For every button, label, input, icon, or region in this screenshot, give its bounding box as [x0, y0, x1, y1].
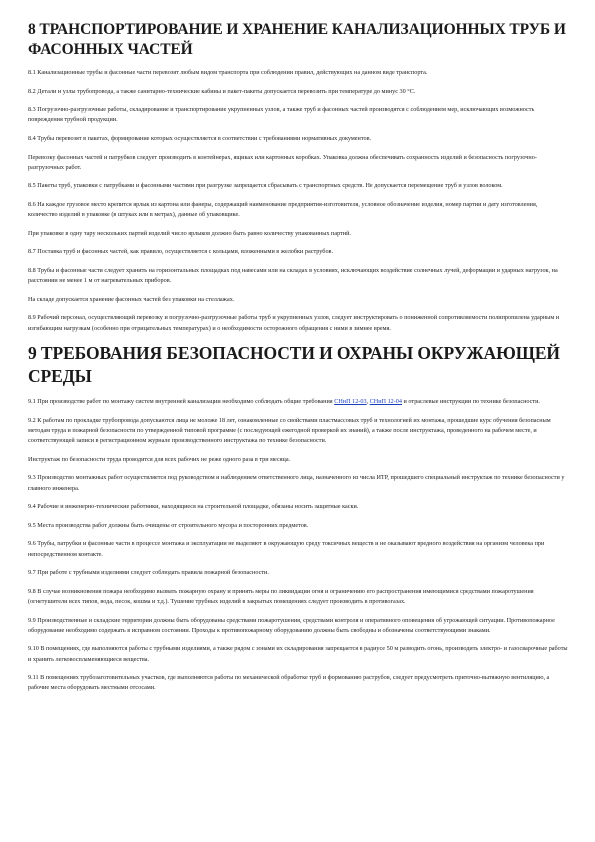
paragraph: 8.9 Рабочий персонал, осуществляющий перевозку и погрузочно-разгрузочные работы труб и укрупненных узлов, следует инструктировать о пониженной сопротивляемости полипропилена ударным и изгибающим нагрузкам (особенно при отрицательных температурах) и о необходимости осторожного обращения с ними в зимнее время.: [28, 314, 560, 332]
paragraph: 9.4 Рабочие и инженерно-технические работники, находящиеся на строительной площадке, обязаны носить защитные каски.: [28, 503, 359, 511]
paragraph: 9.7 При работе с трубными изделиями следует соблюдать правила пожарной безопасности.: [28, 569, 269, 577]
paragraph: При упаковке в одну тару нескольких партий изделий число ярлыков должно быть равно количеству упакованных партий.: [28, 229, 351, 237]
paragraph: 8.4 Трубы перевозят в пакетах, формирование которых осуществляется в соответствии с требованиями нормативных документов.: [28, 134, 372, 142]
paragraph: 8.3 Погрузочно-разгрузочные работы, складирование и транспортирование укрупненных узлов, а также труб и фасонных частей производятся с соблюдением мер, исключающих возможность повреждения трубной продукции.: [28, 106, 535, 124]
paragraph: 9.10 В помещениях, где выполняются работы с трубными изделиями, а также рядом с зонами их складирования запрещается в радиусе 50 м разводить огонь, производить электро- и газосварочные работы и хранить легковоспламеняющиеся вещества.: [28, 645, 568, 663]
paragraph: 8.8 Трубы и фасонные части следует хранить на горизонтальных площадках под навесами или на складах в условиях, исключающих воздействие солнечных лучей, деформации и ударных нагрузок, на расстоянии не менее 1 м от нагревательных приборов.: [28, 266, 558, 285]
link-separator: ,: [366, 398, 370, 406]
snip-12-03-link[interactable]: СНиП 12-03: [334, 398, 367, 406]
section-9-body: [28, 416, 568, 694]
paragraph: 8.1 Канализационные трубы и фасонные части перевозят любым видом транспорта при соблюдении правил, действующих на данном виде транспорта.: [28, 69, 428, 76]
snip-12-04-link[interactable]: СНиП 12-04: [369, 398, 402, 406]
document-page: [28, 20, 568, 702]
paragraph: На складе допускается хранение фасонных частей без упаковки на стеллажах.: [28, 295, 235, 303]
paragraph: Перевозку фасонных частей и патрубков следует производить в контейнерах, ящиках или картонных коробках. Упаковка должна обеспечивать сохранность изделий и безопасность погрузочно-разгрузочных работ.: [28, 153, 537, 171]
paragraph-9-1: [28, 397, 568, 407]
paragraph: 9.5 Места производства работ должны быть очищены от строительного мусора и посторонних предметов.: [28, 521, 309, 529]
paragraph: 9.9 Производственные и складские территории должны быть оборудованы средствами пожаротушения, средствами контроля и оперативного оповещения об угрожающей ситуации. Противопожарное оборудование необходимо содержать в исправном состоянии. Проходы к противопожарному оборудованию должны быть свободны и обозначены соответствующими знаками.: [28, 616, 555, 634]
paragraph: 8.7 Поставка труб и фасонных частей, как правило, осуществляется с кольцами, вложенными в желобки раструбов.: [28, 248, 334, 256]
paragraph: 8.6 На каждое грузовое место крепится ярлык из картона или фанеры, содержащий наименование предприятия-изготовителя, условное обозначение изделия, номер партии и дату изготовления, количество изделий в упаковке (в штуках или в метрах), данные об упаковщике.: [28, 200, 538, 219]
paragraph: Инструктаж по безопасности труда проводится для всех рабочих не реже одного раза в три месяца.: [28, 455, 291, 463]
paragraph: 9.2 К работам по прокладке трубопровода допускаются лица не моложе 18 лет, ознакомленные со свойствами пластмассовых труб и технологией их монтажа, прошедшие курс обучения безопасным методам труда и пожарной безопасности по утвержденной типовой программе (с последующей ежегодной проверкой их знаний), а также после инструктажа, проведенного на рабочем месте, и соответствующей записи в регистрационном журнале производственного инструктажа по технике безопасности.: [28, 416, 551, 445]
paragraph: 9.3 Производство монтажных работ осуществляется под руководством и наблюдением ответственного лица, назначенного из числа ИТР, прошедшего специальный инструктаж по технике безопасности у главного инженера.: [28, 474, 565, 492]
paragraph-9-1-text: 9.1 При производстве работ по монтажу систем внутренней канализации необходимо соблюдать общие требования: [28, 398, 335, 406]
paragraph: 9.6 Трубы, патрубки и фасонные части в процессе монтажа и эксплуатации не выделяют в окружающую среду токсичных веществ и не оказывают вредного воздействия на организм человека при непосредственном контакте.: [28, 540, 545, 558]
paragraph: 9.11 В помещениях трубозаготовительных участков, где выполняются работы по механической обработке труб и формованию раструбов, следует предусмотреть приточно-вытяжную вентиляцию, а рабочие места оборудовать местными отсосами.: [28, 674, 550, 692]
paragraph: 9.8 В случае возникновения пожара необходимо вызвать пожарную охрану и принять меры по ликвидации огня и ограничению его распространения имеющимися средствами пожаротушения (огнетушители всех типов, вода, песок, кошма и т.д.). Тушение трубных изделий в закрытых помещениях следует производить в противогазах.: [28, 587, 534, 605]
section-8-body: [28, 68, 568, 334]
section-8-title: 8 ТРАНСПОРТИРОВАНИЕ И ХРАНЕНИЕ КАНАЛИЗАЦИОННЫХ ТРУБ И ФАСОННЫХ ЧАСТЕЙ: [28, 21, 566, 58]
paragraph: 8.2 Детали и узлы трубопровода, а также санитарно-технические кабины и пакет-пакеты допускается перевозить при температуре до минус 30 °С.: [28, 87, 416, 95]
section-9-title: 9 ТРЕБОВАНИЯ БЕЗОПАСНОСТИ И ОХРАНЫ ОКРУЖАЮЩЕЙ СРЕДЫ: [28, 343, 560, 387]
paragraph: 8.5 Пакеты труб, упаковки с патрубками и фасонными частями при разгрузке запрещается сбрасывать с транспортных средств. Не допускается перемещение труб и узлов волоком.: [28, 182, 503, 190]
paragraph-9-1-tail: и отраслевые инструкции по технике безопасности.: [402, 398, 540, 406]
